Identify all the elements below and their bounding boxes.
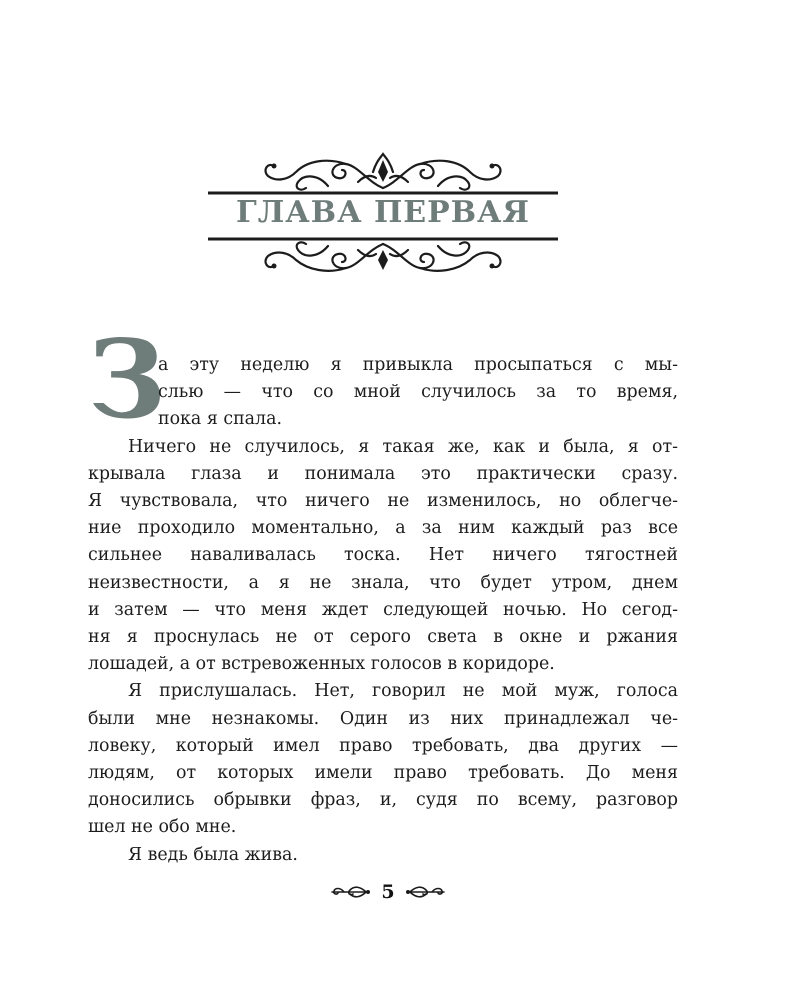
page-number: 5 xyxy=(381,881,395,903)
text-line: Я чувствовала, что ничего не изменилось, но облегче- xyxy=(88,491,678,512)
text-line: шел не обо мне. xyxy=(88,817,237,838)
text-line: были мне незнакомы. Один из них принадлежал че- xyxy=(88,708,678,729)
text-line: ловеку, который имел право требовать, два других — xyxy=(88,735,678,756)
text-line: людям, от которых имели право требовать. До меня xyxy=(88,763,678,784)
text-line: Я прислушалась. Нет, говорил не мой муж, голоса xyxy=(128,681,678,702)
text-line: Ничего не случилось, я такая же, как и была, я от- xyxy=(128,436,678,457)
chapter-header xyxy=(208,152,558,272)
text-line: доносились обрывки фраз, и, судя по всему, разговор xyxy=(88,790,678,811)
chapter-title: ГЛАВА ПЕРВАЯ xyxy=(236,195,530,230)
text-line: неизвестности, а я не знала, что будет утром, днем xyxy=(88,572,678,593)
text-line: Я ведь была жива. xyxy=(128,844,298,865)
text-line: слью — что со мной случилось за то время, xyxy=(158,382,678,403)
text-line: и затем — что меня ждет следующей ночью. Но сегод- xyxy=(88,599,678,620)
text-line: ня я проснулась не от серого света в окне и ржания xyxy=(88,627,678,648)
text-line: пока я спала. xyxy=(158,409,282,430)
right-flourish-icon xyxy=(406,884,446,900)
text-line: сильнее наваливалась тоска. Нет ничего тягостней xyxy=(88,545,678,566)
text-line: а эту неделю я привыкла просыпаться с мы- xyxy=(158,355,678,375)
body-text xyxy=(88,352,678,869)
text-line: лошадей, а от встревоженных голосов в коридоре. xyxy=(88,654,555,675)
text-line: крывала глаза и понимала это практически сразу. xyxy=(88,463,678,484)
text-line: ние проходило моментально, а за ним каждый раз все xyxy=(88,518,678,539)
page-footer xyxy=(330,880,446,904)
drop-cap: З xyxy=(88,317,166,443)
left-flourish-icon xyxy=(330,884,370,900)
